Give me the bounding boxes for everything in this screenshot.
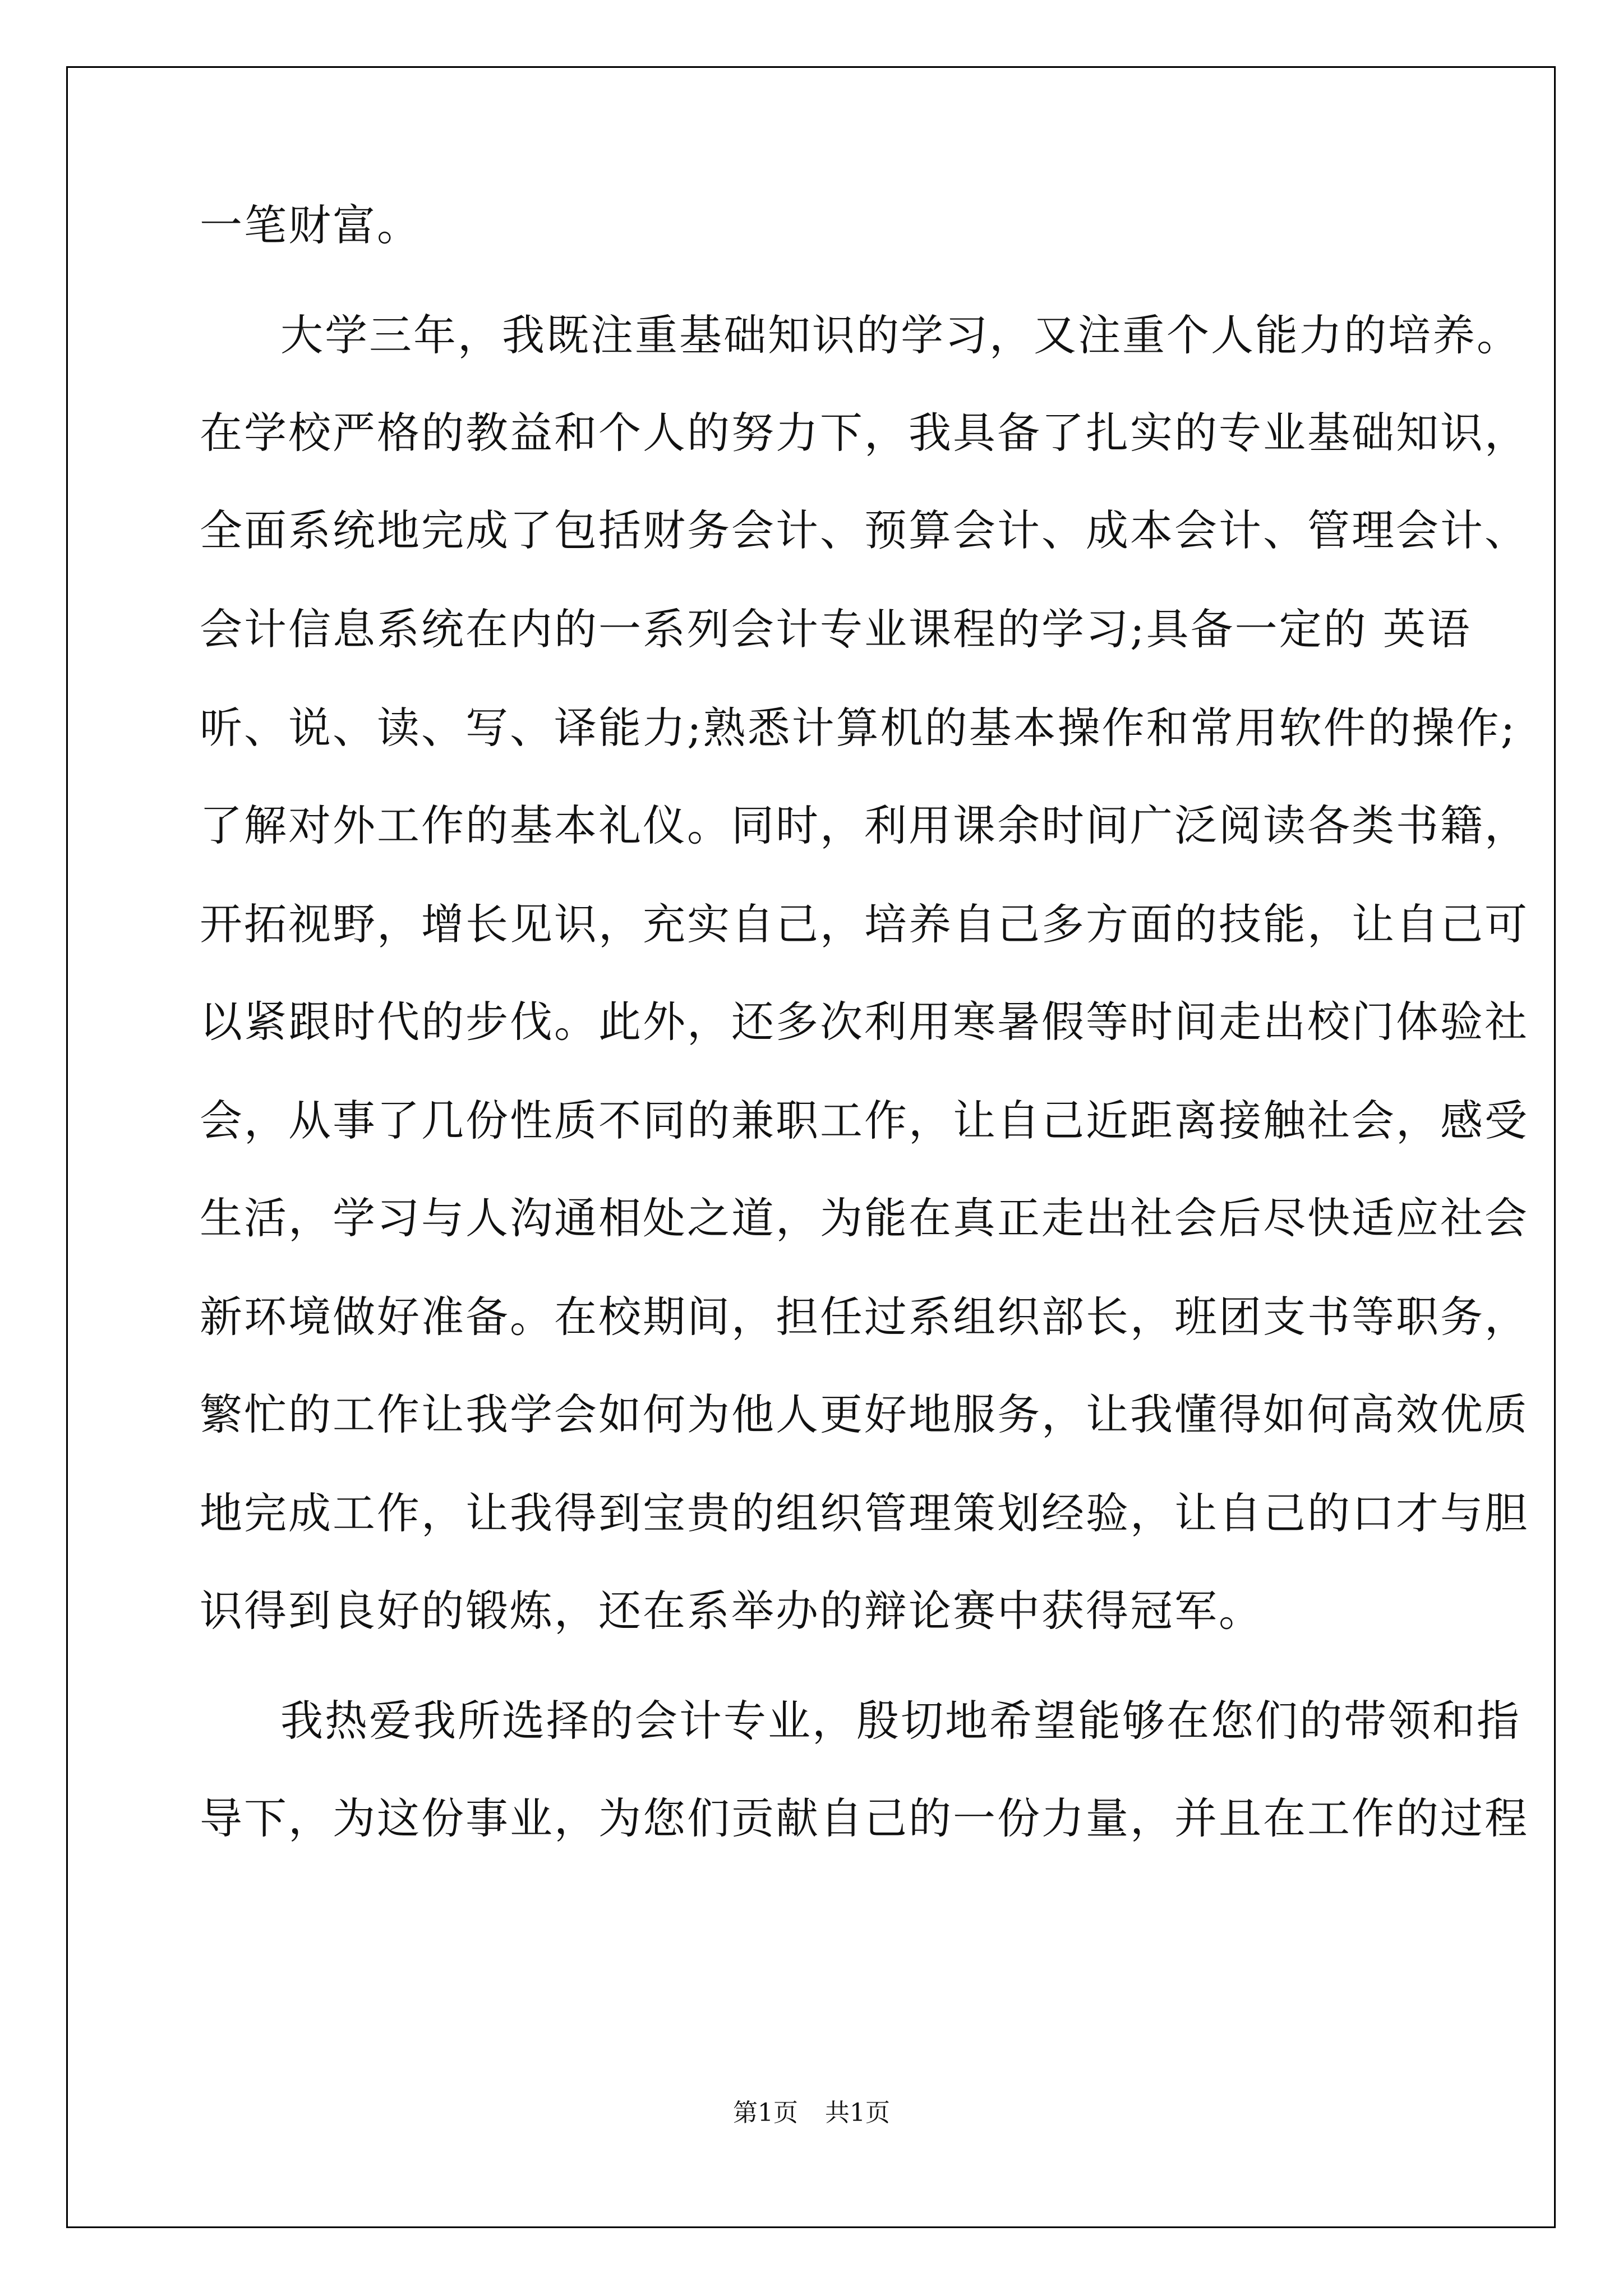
text-line: 识得到良好的锻炼，还在系举办的辩论赛中获得冠军。	[200, 1586, 1263, 1636]
text-line: 了解对外工作的基本礼仪。同时，利用课余时间广泛阅读各类书籍，	[200, 800, 1529, 850]
text-line: 会计信息系统在内的一系列会计专业课程的学习;具备一定的 英语	[200, 604, 1472, 654]
text-line: 以紧跟时代的步伐。此外，还多次利用寒暑假等时间走出校门体验社	[200, 997, 1529, 1047]
text-line: 开拓视野，增长见识，充实自己，培养自己多方面的技能，让自己可	[200, 899, 1529, 949]
text-line: 我热爱我所选择的会计专业，殷切地希望能够在您们的带领和指	[280, 1696, 1521, 1746]
text-line: 新环境做好准备。在校期间，担任过系组织部长，班团支书等职务，	[200, 1292, 1529, 1342]
text-line: 繁忙的工作让我学会如何为他人更好地服务，让我懂得如何高效优质	[200, 1389, 1529, 1439]
text-line: 生活，学习与人沟通相处之道，为能在真正走出社会后尽快适应社会	[200, 1193, 1529, 1243]
page-number: 第1页	[733, 2099, 798, 2127]
text-line: 地完成工作，让我得到宝贵的组织管理策划经验，让自己的口才与胆	[200, 1488, 1529, 1538]
page-total: 共1页	[825, 2099, 890, 2127]
text-line: 全面系统地完成了包括财务会计、预算会计、成本会计、管理会计、	[200, 505, 1529, 555]
text-line: 一笔财富。	[200, 200, 421, 250]
page-footer	[0, 2092, 1623, 2128]
text-line: 会，从事了几份性质不同的兼职工作，让自己近距离接触社会，感受	[200, 1096, 1529, 1145]
text-line: 听、说、读、写、译能力;熟悉计算机的基本操作和常用软件的操作;	[200, 703, 1517, 753]
text-line: 导下，为这份事业，为您们贡献自己的一份力量，并且在工作的过程	[200, 1793, 1529, 1843]
text-line: 大学三年，我既注重基础知识的学习，又注重个人能力的培养。	[280, 310, 1521, 360]
text-line: 在学校严格的教益和个人的努力下，我具备了扎实的专业基础知识，	[200, 408, 1529, 458]
